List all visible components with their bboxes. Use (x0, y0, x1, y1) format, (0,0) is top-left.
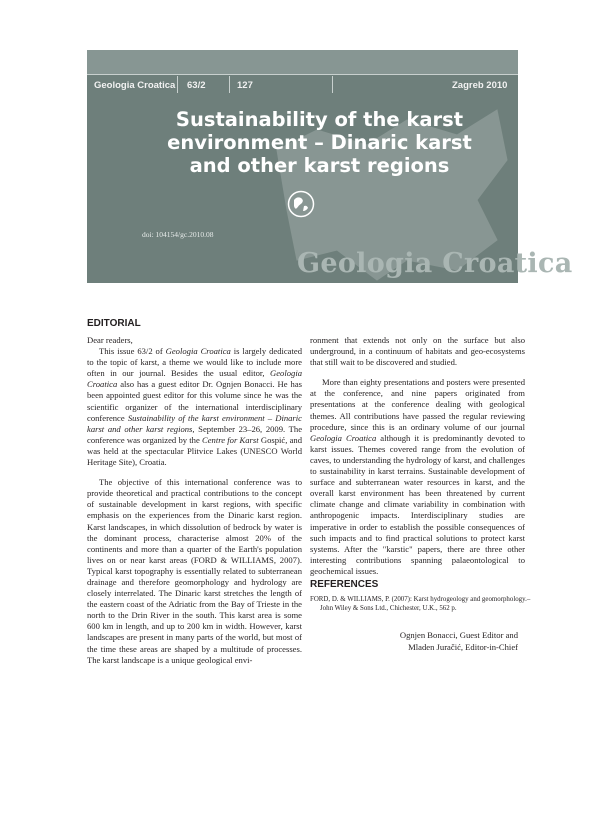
article-title (147, 108, 492, 177)
paragraph: ronment that extends not only on the surface but also underground, in a continuum of habitats and geo-ecosystems that still wait to be discovered and studied. (310, 335, 525, 368)
title-line: and other karst regions (189, 154, 450, 177)
title-line: environment – Dinaric karst (167, 131, 472, 154)
globe-icon (287, 190, 315, 218)
reference-item: FORD, D. & WILLIAMS, P. (2007): Karst hydrogeology and geomorphology.– John Wiley & Sons Ltd., Chichester, U.K., 562 p. (310, 596, 531, 612)
title-line: Sustainability of the karst (175, 108, 464, 131)
signature-line: Mladen Juračić, Editor-in-Chief (408, 642, 518, 652)
editorial-column-left (87, 335, 302, 666)
header-divider (177, 76, 178, 93)
editorial-column-right (310, 335, 525, 577)
paragraph: This issue 63/2 of Geologia Croatica is largely dedicated to the topic of karst, a theme we would like to include more often in our journal. Besides the usual editor, Geologia Croatica also has a guest editor Dr. Ognjen Bonacci. He has been appointed guest editor for this volume since he was the scientific organizer of the international interdisciplinary conference Sustainability of the karst environment – Dinaric karst and other karst regions, September 23–26, 2009. The conference was organized by the Centre for Karst Gospić, and was held at the spectacular Plitvice Lakes (UNESCO World Heritage Site), Croatia. (87, 346, 303, 468)
journal-name: Geologia Croatica (94, 80, 176, 91)
header-band-divider (87, 74, 518, 75)
page-number: 127 (237, 80, 253, 91)
greeting: Dear readers, (87, 335, 133, 345)
paragraph: The objective of this international conference was to provide theoretical and practical contributions to the concept of sustainable development in karst regions, with specific emphasis on the experiences from the Dinaric karst region. Karst landscapes, in which dissolution of bedrock by water is the dominant process, characterise almost 20% of the continents and more than a quarter of the Earth's population lives on or near karst areas (FORD & WILLIAMS, 2007). Typical karst topography is essentially related to subterranean drainage and therefore geomorphology and hydrology are closely interrelated. The Dinaric karst stretches the length of the eastern coast of the Adriatic from the Bay of Trieste in the north to the Drin River in the south. This karst area is some 600 km in length, and up to 200 km in width. However, karst landscapes are present in many parts of the world, but most of the time these areas are shaped by a multitude of processes. The karst landscape is a unique geological envi- (87, 477, 302, 665)
header-divider (229, 76, 230, 93)
journal-brand: Geologia Croatica (297, 248, 573, 279)
signature-line: Ognjen Bonacci, Guest Editor and (399, 630, 518, 640)
issue-number: 63/2 (187, 80, 206, 91)
references-heading: REFERENCES (310, 579, 379, 590)
paragraph: More than eighty presentations and posters were presented at the conference, and nine papers originated from presentations at the conference dealing with geological themes. All contributions have passed the regular reviewing procedure, since this is an ordinary volume of our journal Geologia Croatica although it is predominantly devoted to karst issues. Themes covered range from the evolution of caves, to understanding the hydrology of karst, and challenges to sustainability in karst terrains. Sustainable development of surface and subterranean water resources in karst, and the overall karst environment has been threatened by current climate change and climate variability in combination with anthropogenic impacts. Interdisciplinary studies are imperative in order to establish the possible consequences of such impacts and to find practical solutions to protect karst systems. After the "karstic" papers, there are three other interesting contributions spanning palaeontological to geochemical issues. (310, 377, 525, 576)
doi: doi: 104154/gc.2010.08 (142, 230, 214, 239)
header-band (87, 50, 518, 74)
editorial-heading: EDITORIAL (87, 318, 141, 329)
journal-header (87, 50, 573, 283)
place-year: Zagreb 2010 (452, 80, 508, 91)
